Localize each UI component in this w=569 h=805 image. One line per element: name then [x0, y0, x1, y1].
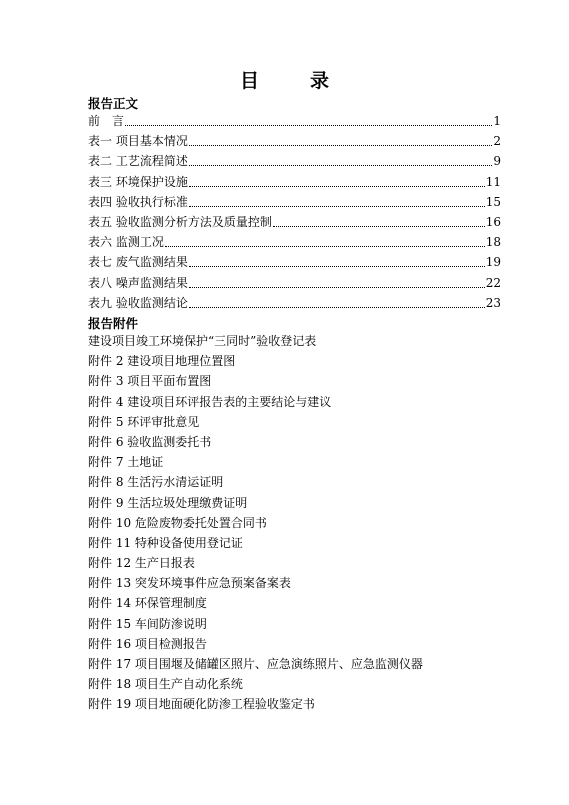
toc-entry-page: 15	[485, 194, 501, 209]
toc-entry-label: 表三 环境保护设施	[88, 174, 188, 189]
page-title: 目 录	[239, 70, 345, 92]
toc-leader-dots	[189, 286, 485, 288]
toc-leader-dots	[189, 265, 485, 267]
toc-entry-page: 16	[485, 214, 501, 229]
toc-entry-page: 11	[485, 174, 501, 189]
toc-leader-dots	[125, 124, 492, 126]
toc-entry-page: 18	[485, 235, 501, 250]
attachment-item: 附件 12 生产日报表	[88, 556, 195, 571]
toc-entry-page: 9	[493, 154, 501, 169]
toc-leader-dots	[273, 225, 485, 227]
toc-leader-dots	[189, 164, 493, 166]
attachment-item: 附件 4 建设项目环评报告表的主要结论与建议	[88, 394, 332, 409]
toc-entry-label: 表五 验收监测分析方法及质量控制	[88, 214, 272, 229]
toc-entry-label: 表一 项目基本情况	[88, 134, 188, 149]
attachment-item: 附件 17 项目围堰及储罐区照片、应急演练照片、应急监测仪器	[88, 657, 423, 671]
toc-entry-label: 表八 噪声监测结果	[88, 275, 188, 290]
toc-entry-label: 表二 工艺流程简述	[88, 154, 188, 169]
attachment-item: 附件 10 危险废物委托处置合同书	[88, 515, 267, 530]
attachment-item: 附件 6 验收监测委托书	[88, 434, 212, 449]
toc-entry[interactable]	[88, 151, 501, 171]
toc-entry-label: 前 言	[88, 114, 125, 128]
attachment-item: 附件 15 车间防渗说明	[88, 616, 207, 631]
attachment-item: 附件 7 土地证	[88, 455, 164, 470]
attachment-item: 附件 3 项目平面布置图	[88, 374, 212, 389]
toc-entry[interactable]	[88, 111, 501, 131]
toc-leader-dots	[189, 205, 485, 207]
toc-entry-label: 表七 废气监测结果	[88, 255, 188, 270]
toc-entry-label: 表六 监测工况	[88, 235, 164, 250]
toc-entry-page: 22	[485, 275, 501, 290]
toc-entry[interactable]	[88, 252, 501, 272]
toc-entry[interactable]	[88, 273, 501, 293]
attachment-item: 附件 9 生活垃圾处理缴费证明	[88, 495, 248, 510]
toc-entry[interactable]	[88, 212, 501, 232]
toc-entry-page: 2	[493, 134, 501, 149]
attachment-item: 建设项目竣工环境保护“三同时”验收登记表	[88, 334, 317, 348]
toc-entry[interactable]	[88, 232, 501, 252]
table-of-contents	[88, 111, 501, 313]
attachment-list	[88, 331, 508, 715]
attachment-item: 附件 18 项目生产自动化系统	[88, 677, 243, 692]
toc-leader-dots	[189, 185, 485, 187]
toc-leader-dots	[189, 306, 485, 308]
attachment-item: 附件 14 环保管理制度	[88, 596, 207, 611]
toc-entry-label: 表九 验收监测结论	[88, 295, 188, 310]
toc-entry-label: 表四 验收执行标准	[88, 194, 188, 209]
toc-entry-page: 1	[493, 114, 501, 128]
attachment-item: 附件 19 项目地面硬化防渗工程验收鉴定书	[88, 697, 315, 712]
section-heading-attachments: 报告附件	[88, 316, 139, 331]
toc-entry-page: 23	[485, 295, 501, 310]
toc-entry-page: 19	[485, 255, 501, 270]
toc-entry[interactable]	[88, 293, 501, 313]
toc-entry[interactable]	[88, 192, 501, 212]
toc-leader-dots	[165, 245, 485, 247]
toc-entry[interactable]	[88, 172, 501, 192]
attachment-item: 附件 8 生活污水清运证明	[88, 475, 224, 490]
attachment-item: 附件 13 突发环境事件应急预案备案表	[88, 576, 291, 591]
toc-leader-dots	[189, 144, 493, 146]
attachment-item: 附件 5 环评审批意见	[88, 414, 200, 429]
attachment-item: 附件 11 特种设备使用登记证	[88, 535, 243, 550]
attachment-item: 附件 16 项目检测报告	[88, 636, 207, 651]
attachment-item: 附件 2 建设项目地理位置图	[88, 354, 236, 369]
toc-entry[interactable]	[88, 131, 501, 151]
section-heading-main: 报告正文	[88, 96, 139, 111]
